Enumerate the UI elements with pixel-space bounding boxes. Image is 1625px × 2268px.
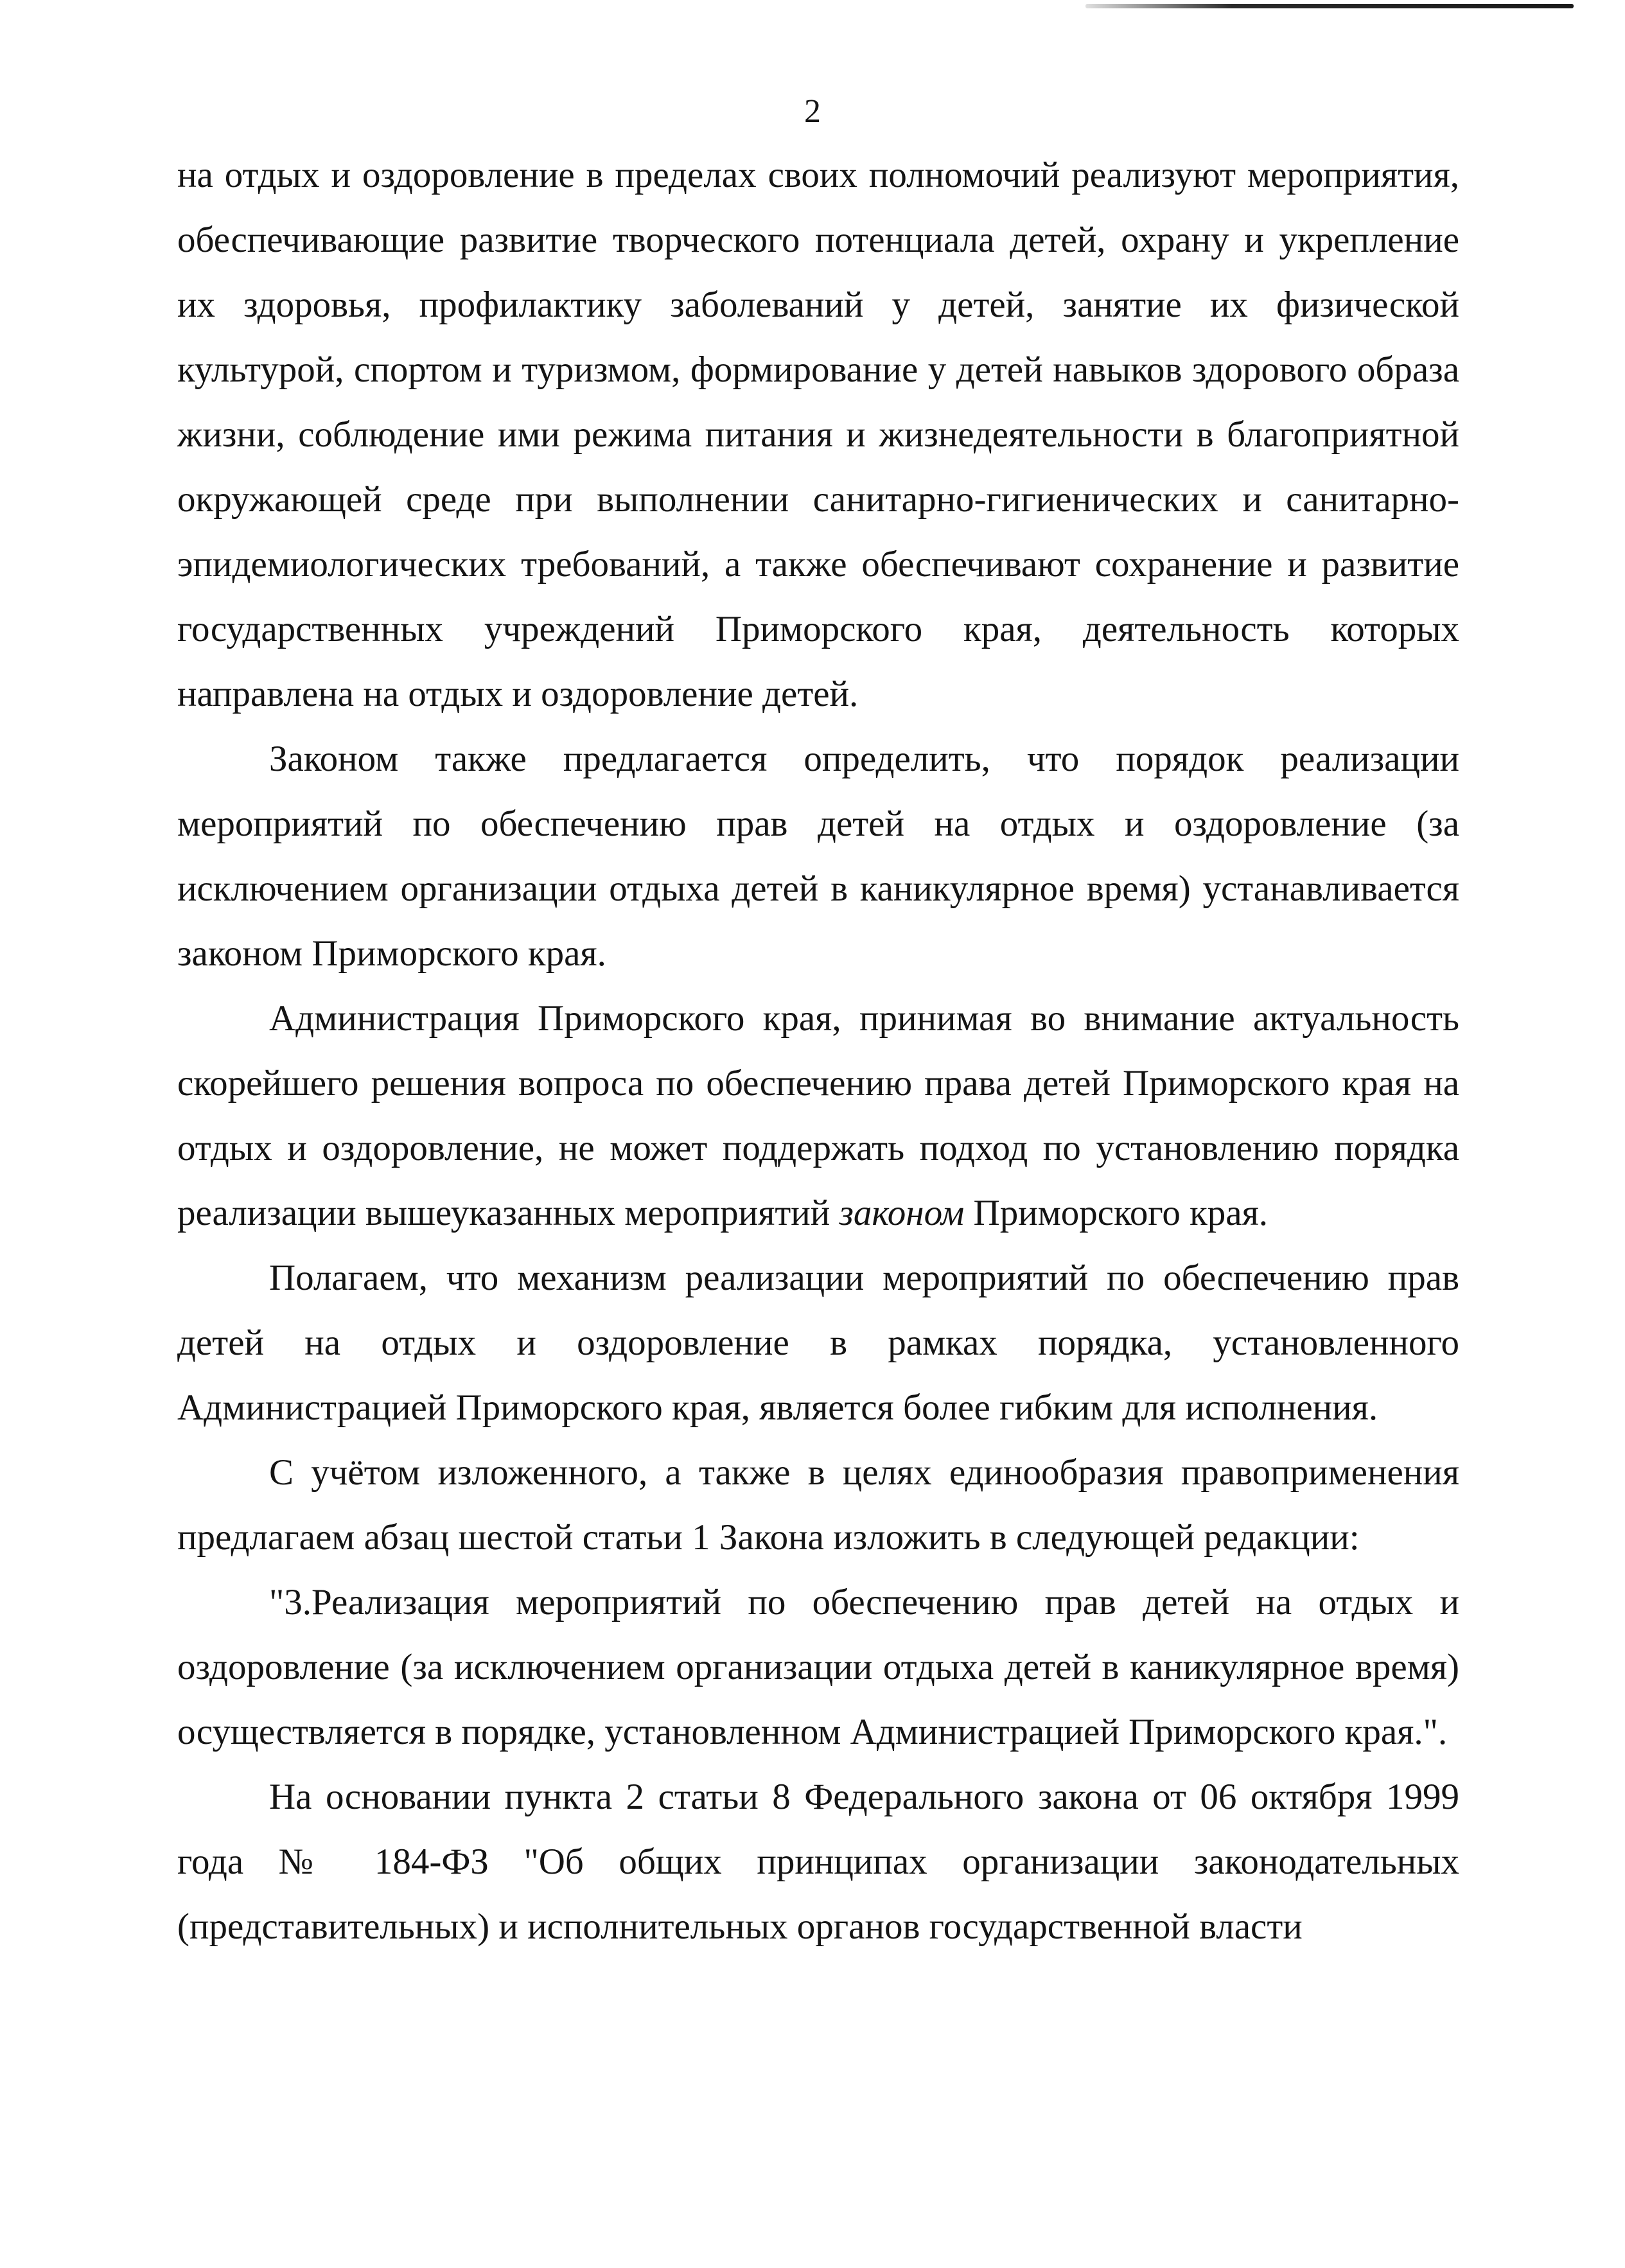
paragraph-continuation: на отдых и оздоровление в пределах своих полномочий реализуют мероприятия, обеспечивающие развитие творческого потенциала детей, охрану и укрепление их здоровья, профилактику заболеваний у детей, занятие их физической культурой, спортом и туризмом, формирование у детей навыков здорового образа жизни, соблюдение ими режима питания и жизнедеятельности в благоприятной окружающей среде при выполнении санитарно-гигиенических и санитарно-эпидемиологических требований, а также обеспечивают сохранение и развитие государственных учреждений Приморского края, деятельность которых направлена на отдых и оздоровление детей. [177,155,1459,714]
paragraph-quoted-wording: "3.Реализация мероприятий по обеспечению прав детей на отдых и оздоровление (за исключением организации отдыха детей в каникулярное время) осуществляется в порядке, установленном Администрацией Приморского края.". [177,1582,1459,1752]
scan-edge-mark [1085,4,1574,8]
emphasis-law: законом [839,1193,965,1233]
paragraph-administration-tail: Приморского края. [964,1193,1269,1233]
paragraph-administration-text: Администрация Приморского края, принимая во внимание актуальность скорейшего решения вопроса по обеспечению права детей Приморского края на отдых и оздоровление, не может поддержать подход по установлению порядка реализации вышеуказанных мероприятий [177,998,1459,1233]
paragraph-federal-law: На основании пункта 2 статьи 8 Федерального закона от 06 октября 1999 года № 184-ФЗ "Об общих принципах организации законодательных (представительных) и исполнительных органов государственной власти [177,1777,1459,1947]
page-number: 2 [804,93,821,130]
paragraph-mechanism: Полагаем, что механизм реализации мероприятий по обеспечению прав детей на отдых и оздоровление в рамках порядка, установленного Администрацией Приморского края, является более гибким для исполнения. [177,1258,1459,1428]
paragraph-law-proposal: Законом также предлагается определить, что порядок реализации мероприятий по обеспечению прав детей на отдых и оздоровление (за исключением организации отдыха детей в каникулярное время) устанавливается законом Приморского края. [177,739,1459,974]
paragraph-proposal: С учётом изложенного, а также в целях единообразия правоприменения предлагаем абзац шестой статьи 1 Закона изложить в следующей редакции: [177,1452,1459,1558]
document-body [177,143,1459,1959]
paragraph-administration-position [177,986,1459,1245]
